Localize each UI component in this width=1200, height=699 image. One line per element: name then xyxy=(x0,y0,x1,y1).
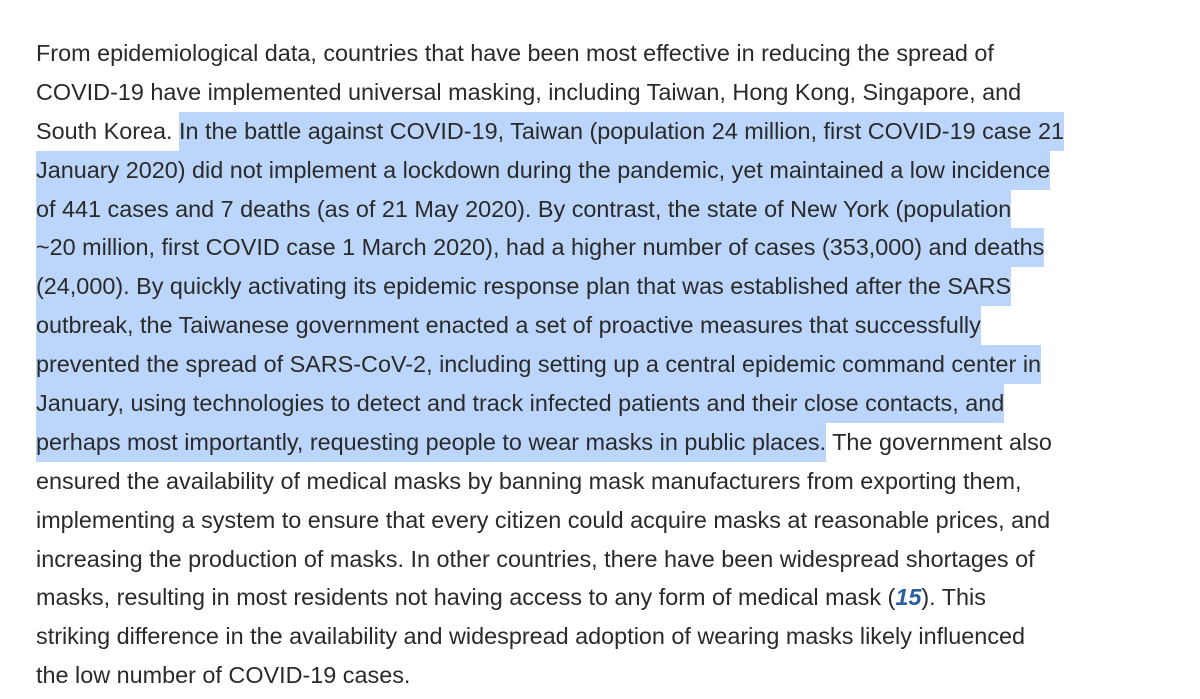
highlighted-text[interactable]: of 441 cases and 7 deaths (as of 21 May 2020). By contrast, the state of New York (population xyxy=(36,190,1011,229)
line-text: The government also xyxy=(826,428,1052,455)
line-text: South Korea. xyxy=(36,117,180,144)
highlighted-text[interactable]: January, using technologies to detect and track infected patients and their close contacts, and xyxy=(36,384,1004,423)
highlighted-text[interactable]: perhaps most importantly, requesting people to wear masks in public places. xyxy=(36,423,826,462)
highlighted-text[interactable]: In the battle against COVID-19, Taiwan (population 24 million, first COVID-19 case 21 xyxy=(179,112,1064,151)
text-line xyxy=(36,617,1176,656)
line-text: COVID-19 have implemented universal masking, including Taiwan, Hong Kong, Singapore, and xyxy=(36,78,1022,105)
text-line xyxy=(36,423,1176,462)
text-line xyxy=(36,384,1176,423)
line-text: the low number of COVID-19 cases. xyxy=(36,662,411,689)
clipped-previous-paragraph-line xyxy=(36,0,1176,4)
article-paragraph xyxy=(36,34,1176,695)
text-line xyxy=(36,656,1176,695)
line-text: masks, resulting in most residents not having access to any form of medical mask ( xyxy=(36,584,896,611)
line-text: implementing a system to ensure that every citizen could acquire masks at reasonable prices, and xyxy=(36,506,1051,533)
text-line xyxy=(36,34,1176,73)
highlighted-text[interactable]: outbreak, the Taiwanese government enacted a set of proactive measures that successfully xyxy=(36,306,981,345)
text-line xyxy=(36,306,1176,345)
line-text: striking difference in the availability and widespread adoption of wearing masks likely influenced xyxy=(36,623,1026,650)
text-line xyxy=(36,578,1176,617)
text-line xyxy=(36,540,1176,579)
line-text: ). This xyxy=(921,584,986,611)
text-line xyxy=(36,267,1176,306)
text-line xyxy=(36,345,1176,384)
highlighted-text[interactable]: (24,000). By quickly activating its epidemic response plan that was established after the SARS xyxy=(36,267,1011,306)
highlighted-text[interactable]: January 2020) did not implement a lockdown during the pandemic, yet maintained a low incidence xyxy=(36,151,1050,190)
highlighted-text[interactable]: ~20 million, first COVID case 1 March 2020), had a higher number of cases (353,000) and deaths xyxy=(36,228,1044,267)
text-line xyxy=(36,462,1176,501)
line-text: increasing the production of masks. In other countries, there have been widespread shortages of xyxy=(36,545,1035,572)
highlighted-text[interactable]: prevented the spread of SARS-CoV-2, including setting up a central epidemic command center in xyxy=(36,345,1041,384)
text-line xyxy=(36,112,1176,151)
text-line xyxy=(36,151,1176,190)
text-line xyxy=(36,228,1176,267)
text-line xyxy=(36,190,1176,229)
citation-link[interactable]: 15 xyxy=(895,584,922,611)
text-line xyxy=(36,501,1176,540)
line-text: ensured the availability of medical masks by banning mask manufacturers from exporting them, xyxy=(36,467,1022,494)
text-line xyxy=(36,73,1176,112)
line-text: From epidemiological data, countries that have been most effective in reducing the spread of xyxy=(36,40,994,66)
